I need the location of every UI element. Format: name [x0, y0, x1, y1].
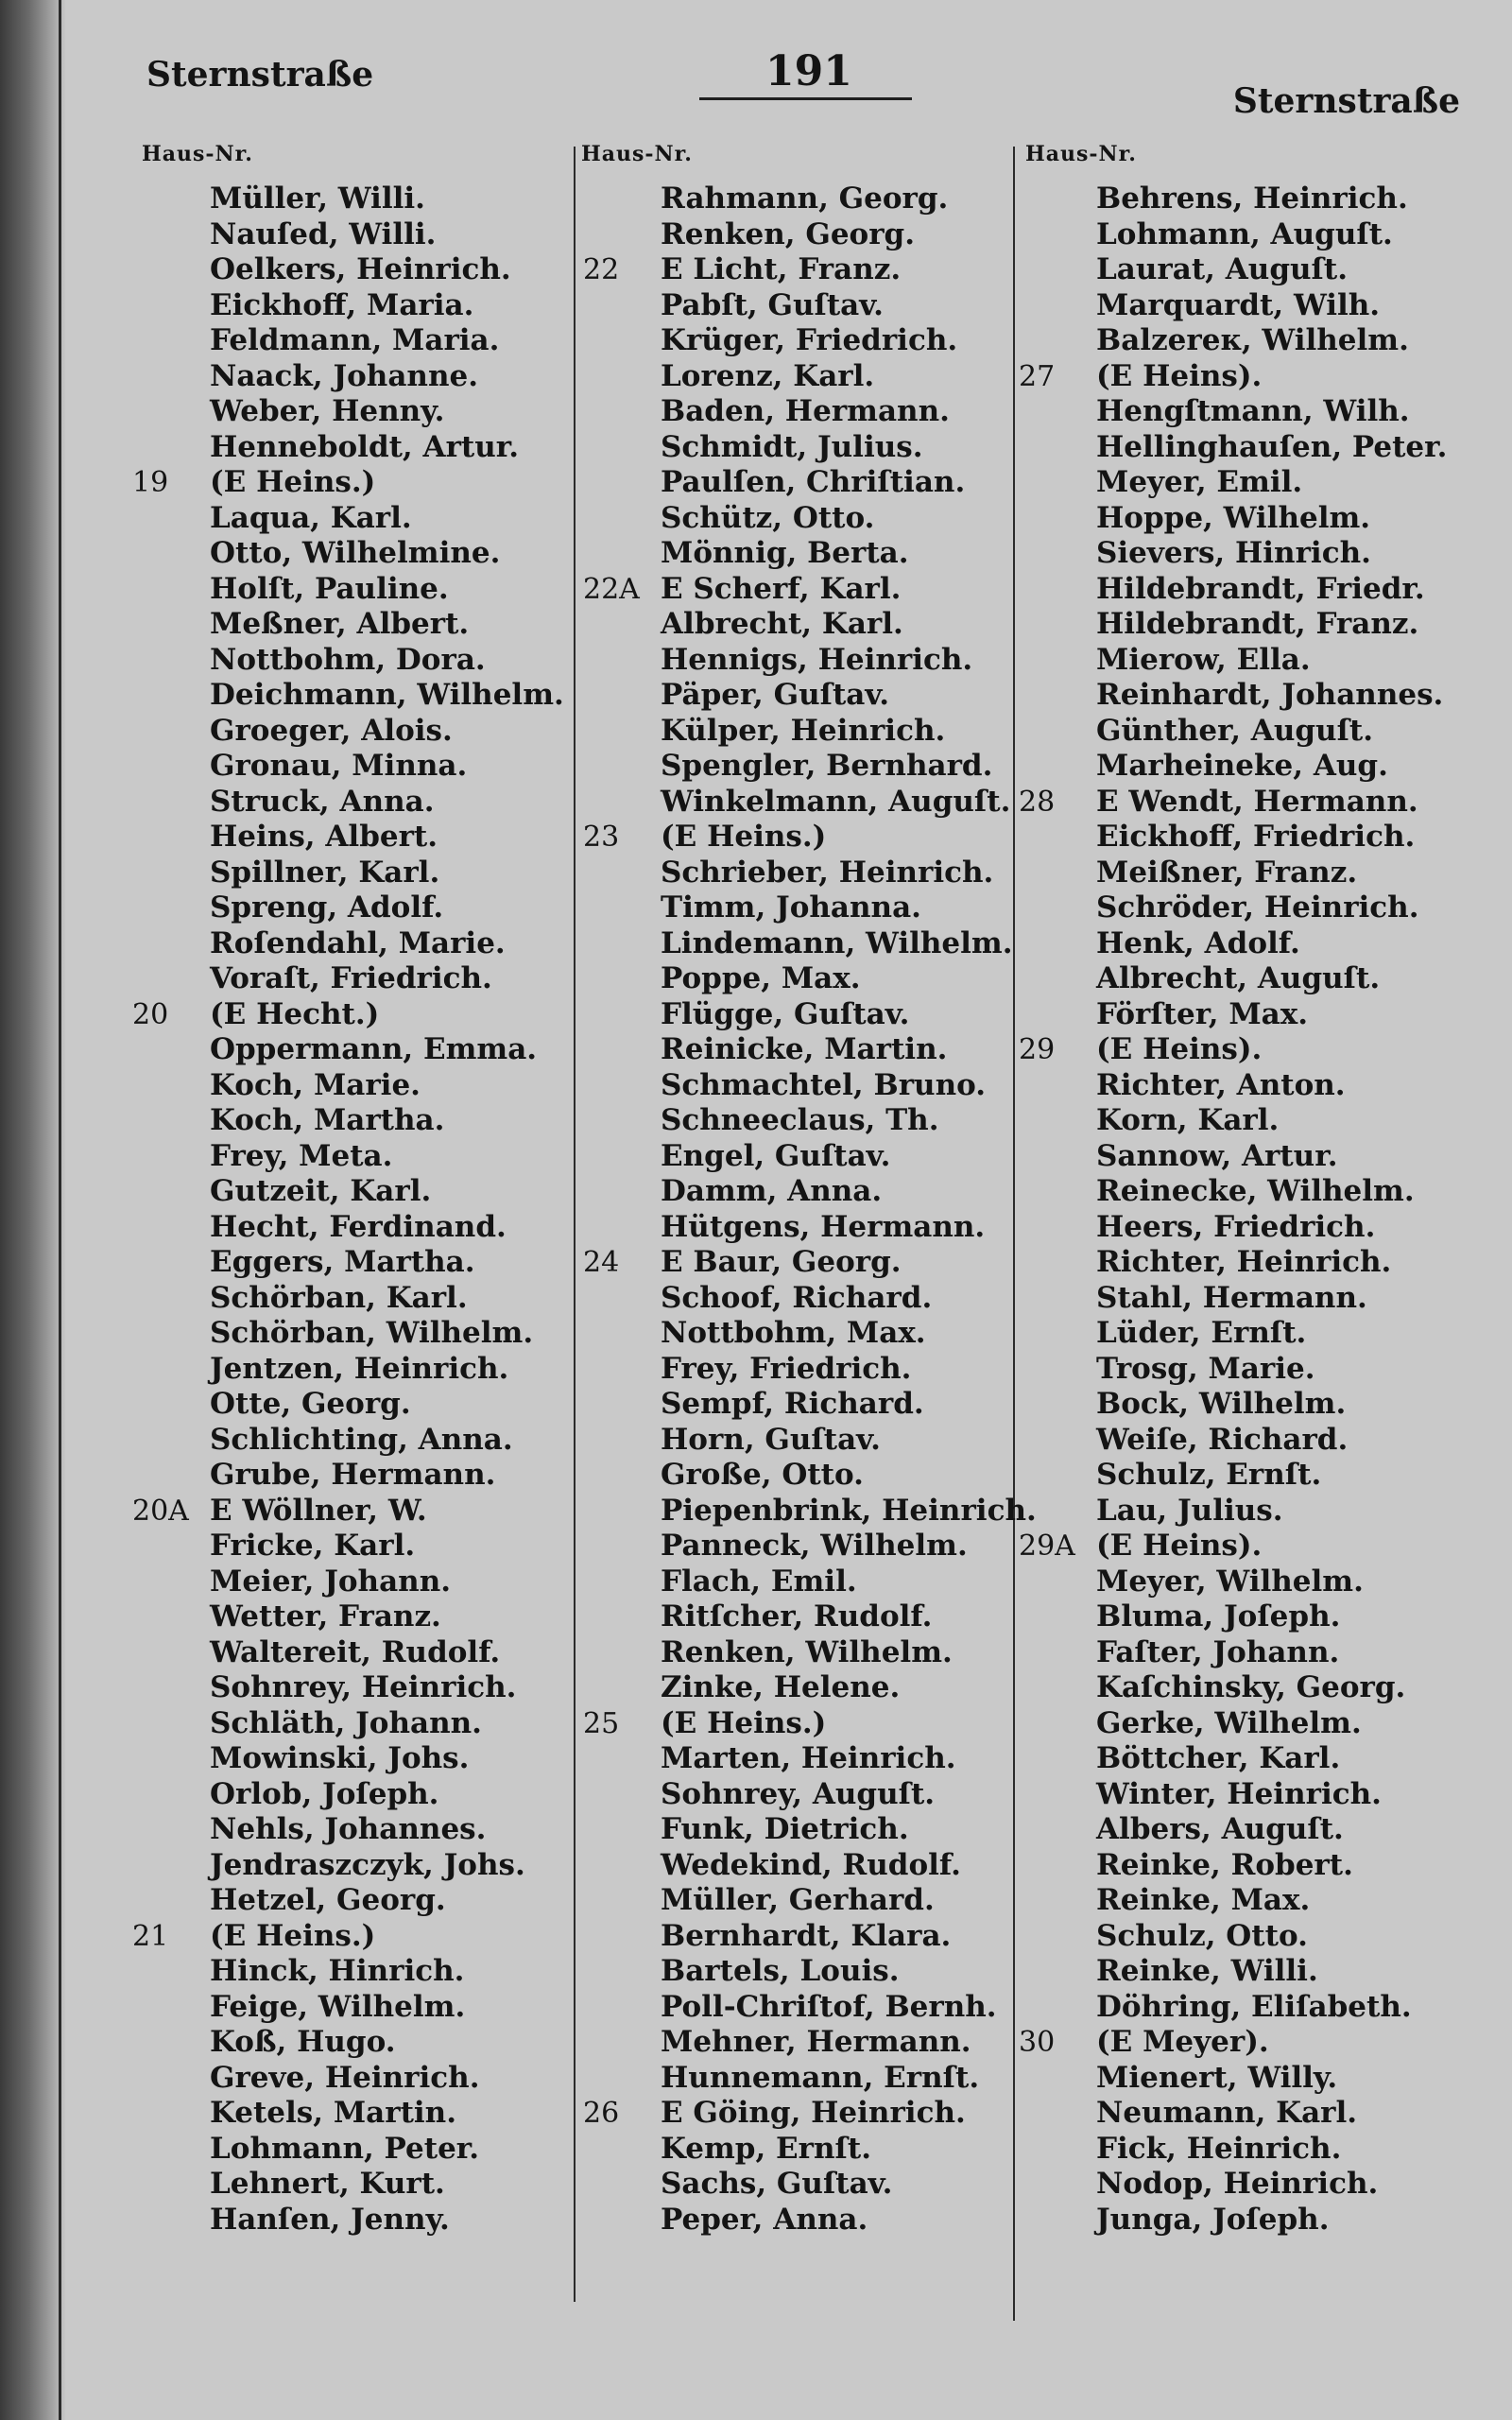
resident-name: Schlichting, Anna. [210, 1422, 513, 1457]
resident-name: Bock, Wilhelm. [1096, 1387, 1347, 1421]
resident-name: Große, Otto. [661, 1458, 864, 1492]
resident-name: (E Heins.) [210, 1918, 376, 1953]
house-number: 29 [1019, 1033, 1056, 1066]
street-name-left: Sternstraße [146, 55, 374, 95]
resident-name: Spillner, Karl. [210, 855, 440, 890]
house-number: 26 [583, 2097, 620, 2130]
resident-name: Hanſen, Jenny. [210, 2202, 450, 2237]
resident-name: Paulſen, Chriſtian. [661, 465, 966, 499]
house-number: 20A [132, 1494, 189, 1528]
resident-name: Deichmann, Wilhelm. [210, 678, 564, 712]
resident-name: Naack, Johanne. [210, 358, 479, 393]
column-divider-2 [1013, 147, 1015, 2321]
resident-name: Schulz, Ernſt. [1096, 1458, 1322, 1492]
resident-name: Gerke, Wilhelm. [1096, 1705, 1362, 1740]
resident-name: Hinck, Hinrich. [210, 1954, 465, 1988]
resident-name: Mowinski, Johs. [210, 1741, 470, 1775]
resident-name: Reinke, Max. [1096, 1883, 1311, 1917]
column-divider-1 [574, 147, 576, 2302]
resident-name: Stahl, Hermann. [1096, 1280, 1367, 1315]
resident-name: Feige, Wilhelm. [210, 1989, 466, 2024]
resident-name: Laqua, Karl. [210, 500, 412, 535]
resident-name: (E Heins). [1096, 358, 1263, 393]
resident-name: Junga, Joſeph. [1096, 2202, 1330, 2237]
house-number: 21 [132, 1919, 169, 1953]
book-gutter-shadow [0, 0, 66, 2420]
resident-name: Schütz, Otto. [661, 500, 875, 535]
resident-name: Weiſe, Richard. [1096, 1422, 1349, 1457]
resident-name: E Scherf, Karl. [661, 571, 902, 606]
resident-name: Baden, Hermann. [661, 394, 950, 428]
resident-name: Behrens, Heinrich. [1096, 182, 1408, 216]
resident-name: Bernhardt, Klara. [661, 1918, 952, 1953]
resident-name: Frey, Meta. [210, 1138, 393, 1173]
resident-name: Döhring, Eliſabeth. [1096, 1989, 1412, 2024]
resident-name: Ritſcher, Rudolf. [661, 1599, 933, 1634]
resident-name: Pabſt, Guſtav. [661, 287, 884, 322]
resident-name: Mehner, Hermann. [661, 2025, 971, 2059]
resident-name: Schrieber, Heinrich. [661, 855, 994, 890]
resident-name: Poppe, Max. [661, 961, 861, 995]
resident-name: Marquardt, Wilh. [1096, 287, 1381, 322]
resident-name: Damm, Anna. [661, 1174, 883, 1208]
column-label-1: Haus-Nr. [142, 142, 253, 166]
resident-name: Henneboldt, Artur. [210, 429, 520, 464]
resident-name: (E Heins). [1096, 1032, 1263, 1066]
resident-name: Spengler, Bernhard. [661, 749, 993, 783]
resident-name: Poll-Chriſtof, Bernh. [661, 1989, 997, 2024]
resident-name: Schläth, Johann. [210, 1705, 482, 1740]
house-number: 25 [583, 1706, 620, 1740]
house-number: 27 [1019, 359, 1056, 393]
resident-name: Richter, Anton. [1096, 1067, 1346, 1102]
resident-name: Krüger, Friedrich. [661, 323, 958, 357]
resident-name: Panneck, Wilhelm. [661, 1529, 968, 1563]
resident-name: Roſendahl, Marie. [210, 925, 506, 960]
resident-name: Faſter, Johann. [1096, 1634, 1340, 1669]
resident-name: Reinke, Robert. [1096, 1847, 1353, 1882]
resident-name: Koch, Martha. [210, 1103, 445, 1137]
resident-name: Hetzel, Georg. [210, 1883, 446, 1917]
resident-name: Eggers, Martha. [210, 1245, 475, 1279]
house-number: 28 [1019, 785, 1056, 819]
resident-name: Groeger, Alois. [210, 713, 453, 748]
resident-name: Weber, Henny. [210, 394, 445, 428]
resident-name: Förſter, Max. [1096, 996, 1309, 1031]
resident-name: Sachs, Guſtav. [661, 2167, 893, 2201]
resident-name: Schneeclaus, Th. [661, 1103, 939, 1137]
resident-name: Hildebrandt, Friedr. [1096, 571, 1425, 606]
column-label-2: Haus-Nr. [581, 142, 693, 166]
resident-name: (E Heins). [1096, 1529, 1263, 1563]
resident-name: Wetter, Franz. [210, 1599, 441, 1634]
resident-name: E Wöllner, W. [210, 1493, 427, 1528]
resident-name: Böttcher, Karl. [1096, 1741, 1341, 1775]
resident-name: Lau, Julius. [1096, 1493, 1283, 1528]
resident-name: Peper, Anna. [661, 2202, 868, 2237]
resident-name: Hunnemann, Ernſt. [661, 2060, 980, 2095]
column-label-3: Haus-Nr. [1025, 142, 1137, 166]
resident-name: Hellinghauſen, Peter. [1096, 429, 1448, 464]
resident-name: Nauſed, Willi. [210, 216, 437, 251]
resident-name: Reinicke, Martin. [661, 1032, 948, 1066]
resident-name: Meißner, Franz. [1096, 855, 1358, 890]
resident-name: Jendraszczyk, Johs. [210, 1847, 525, 1882]
resident-name: Holſt, Pauline. [210, 571, 449, 606]
resident-name: Hecht, Ferdinand. [210, 1209, 507, 1244]
resident-name: Eickhoff, Maria. [210, 287, 474, 322]
house-number: 30 [1019, 2026, 1056, 2059]
resident-name: (E Heins.) [661, 820, 827, 854]
resident-name: Spreng, Adolf. [210, 890, 444, 925]
resident-name: Meyer, Wilhelm. [1096, 1564, 1364, 1599]
resident-name: Marheineke, Aug. [1096, 749, 1388, 783]
resident-name: Schmidt, Julius. [661, 429, 923, 464]
resident-name: Heers, Friedrich. [1096, 1209, 1376, 1244]
resident-name: Fick, Heinrich. [1096, 2131, 1342, 2166]
resident-name: Schulz, Otto. [1096, 1918, 1308, 1953]
resident-name: Flach, Emil. [661, 1564, 857, 1599]
resident-name: (E Heins.) [661, 1705, 827, 1740]
resident-name: Kaſchinsky, Georg. [1096, 1670, 1406, 1704]
resident-name: Voraſt, Friedrich. [210, 961, 492, 995]
resident-name: Hengſtmann, Wilh. [1096, 394, 1410, 428]
resident-name: Feldmann, Maria. [210, 323, 500, 357]
resident-name: Orlob, Joſeph. [210, 1776, 439, 1811]
house-number: 22A [583, 572, 640, 606]
resident-name: Mierow, Ella. [1096, 642, 1311, 677]
resident-name: Hoppe, Wilhelm. [1096, 500, 1371, 535]
resident-name: Frey, Friedrich. [661, 1351, 912, 1386]
resident-name: E Wendt, Hermann. [1096, 784, 1418, 819]
resident-name: Kemp, Ernſt. [661, 2131, 871, 2166]
page-number: 191 [765, 47, 852, 95]
resident-name: Wedekind, Rudolf. [661, 1847, 961, 1882]
house-number: 29A [1019, 1530, 1075, 1563]
resident-name: Renken, Georg. [661, 216, 916, 251]
resident-name: Horn, Guſtav. [661, 1422, 881, 1457]
resident-name: Schörban, Wilhelm. [210, 1316, 534, 1350]
resident-name: (E Heins.) [210, 465, 376, 499]
resident-name: Mienert, Willy. [1096, 2060, 1338, 2095]
resident-name: Eickhoff, Friedrich. [1096, 820, 1416, 854]
resident-name: Müller, Willi. [210, 182, 425, 216]
resident-name: E Göing, Heinrich. [661, 2096, 966, 2130]
resident-name: Rahmann, Georg. [661, 182, 949, 216]
resident-name: Nottbohm, Max. [661, 1316, 926, 1350]
resident-name: Sempf, Richard. [661, 1387, 924, 1421]
resident-name: Päper, Guſtav. [661, 678, 890, 712]
house-number: 24 [583, 1246, 620, 1279]
resident-name: Richter, Heinrich. [1096, 1245, 1392, 1279]
resident-name: Albers, Auguſt. [1096, 1812, 1344, 1846]
resident-name: Henk, Adolf. [1096, 925, 1300, 960]
resident-name: Reinecke, Wilhelm. [1096, 1174, 1415, 1208]
resident-name: Renken, Wilhelm. [661, 1634, 953, 1669]
resident-name: Schoof, Richard. [661, 1280, 933, 1315]
resident-name: Mönnig, Berta. [661, 536, 909, 570]
resident-name: Lohmann, Auguſt. [1096, 216, 1393, 251]
resident-name: Lorenz, Karl. [661, 358, 875, 393]
resident-name: Schörban, Karl. [210, 1280, 468, 1315]
resident-name: Balzereк, Wilhelm. [1096, 323, 1409, 357]
resident-name: Neumann, Karl. [1096, 2096, 1358, 2130]
resident-name: Meier, Johann. [210, 1564, 452, 1599]
house-number: 22 [583, 253, 620, 286]
resident-name: (E Meyer). [1096, 2025, 1269, 2059]
resident-name: Meßner, Albert. [210, 607, 470, 641]
page-edge-line [59, 0, 61, 2420]
resident-name: Funk, Dietrich. [661, 1812, 909, 1846]
resident-name: Albrecht, Karl. [661, 607, 903, 641]
house-number: 19 [132, 466, 169, 499]
resident-name: Engel, Guſtav. [661, 1138, 891, 1173]
resident-name: Bluma, Joſeph. [1096, 1599, 1341, 1634]
resident-name: Reinhardt, Johannes. [1096, 678, 1444, 712]
resident-name: Gutzeit, Karl. [210, 1174, 432, 1208]
resident-name: Lehnert, Kurt. [210, 2167, 445, 2201]
resident-name: Greve, Heinrich. [210, 2060, 480, 2095]
resident-name: Meyer, Emil. [1096, 465, 1303, 499]
house-number: 20 [132, 997, 169, 1031]
resident-name: Reinke, Willi. [1096, 1954, 1318, 1988]
resident-name: Nottbohm, Dora. [210, 642, 486, 677]
resident-name: Winter, Heinrich. [1096, 1776, 1382, 1811]
resident-name: Zinke, Helene. [661, 1670, 901, 1704]
resident-name: Piepenbrink, Heinrich. [661, 1493, 1037, 1528]
resident-name: Oelkers, Heinrich. [210, 252, 511, 286]
resident-name: Grube, Hermann. [210, 1458, 496, 1492]
resident-name: E Baur, Georg. [661, 1245, 902, 1279]
street-name-right: Sternstraße [1232, 81, 1460, 121]
resident-name: Sohnrey, Auguſt. [661, 1776, 936, 1811]
page-number-rule [699, 97, 912, 100]
resident-name: (E Hecht.) [210, 996, 380, 1031]
resident-name: Fricke, Karl. [210, 1529, 416, 1563]
resident-name: Hildebrandt, Franz. [1096, 607, 1419, 641]
resident-name: Bartels, Louis. [661, 1954, 900, 1988]
resident-name: Sohnrey, Heinrich. [210, 1670, 517, 1704]
resident-name: Sievers, Hinrich. [1096, 536, 1371, 570]
resident-name: Hennigs, Heinrich. [661, 642, 973, 677]
resident-name: Nehls, Johannes. [210, 1812, 487, 1846]
resident-name: Laurat, Auguſt. [1096, 252, 1348, 286]
resident-name: Flügge, Guſtav. [661, 996, 910, 1031]
resident-name: Schmachtel, Bruno. [661, 1067, 987, 1102]
resident-name: Struck, Anna. [210, 784, 435, 819]
resident-name: Waltereit, Rudolf. [210, 1634, 501, 1669]
resident-name: Schröder, Heinrich. [1096, 890, 1419, 925]
resident-name: Hütgens, Hermann. [661, 1209, 986, 1244]
resident-name: E Licht, Franz. [661, 252, 902, 286]
resident-name: Külper, Heinrich. [661, 713, 946, 748]
resident-name: Ketels, Martin. [210, 2096, 457, 2130]
resident-name: Koch, Marie. [210, 1067, 421, 1102]
resident-name: Timm, Johanna. [661, 890, 921, 925]
resident-name: Otte, Georg. [210, 1387, 411, 1421]
resident-name: Albrecht, Auguſt. [1096, 961, 1381, 995]
resident-name: Lohmann, Peter. [210, 2131, 480, 2166]
house-number: 23 [583, 821, 620, 854]
resident-name: Jentzen, Heinrich. [210, 1351, 509, 1386]
resident-name: Lindemann, Wilhelm. [661, 925, 1013, 960]
resident-name: Otto, Wilhelmine. [210, 536, 501, 570]
resident-name: Günther, Auguſt. [1096, 713, 1374, 748]
resident-name: Trosg, Marie. [1096, 1351, 1315, 1386]
resident-name: Korn, Karl. [1096, 1103, 1280, 1137]
resident-name: Müller, Gerhard. [661, 1883, 935, 1917]
resident-name: Gronau, Minna. [210, 749, 468, 783]
resident-name: Lüder, Ernſt. [1096, 1316, 1307, 1350]
resident-name: Sannow, Artur. [1096, 1138, 1338, 1173]
resident-name: Koß, Hugo. [210, 2025, 396, 2059]
resident-name: Winkelmann, Auguſt. [661, 784, 1011, 819]
resident-name: Oppermann, Emma. [210, 1032, 538, 1066]
resident-name: Marten, Heinrich. [661, 1741, 956, 1775]
resident-name: Heins, Albert. [210, 820, 438, 854]
resident-name: Nodop, Heinrich. [1096, 2167, 1379, 2201]
